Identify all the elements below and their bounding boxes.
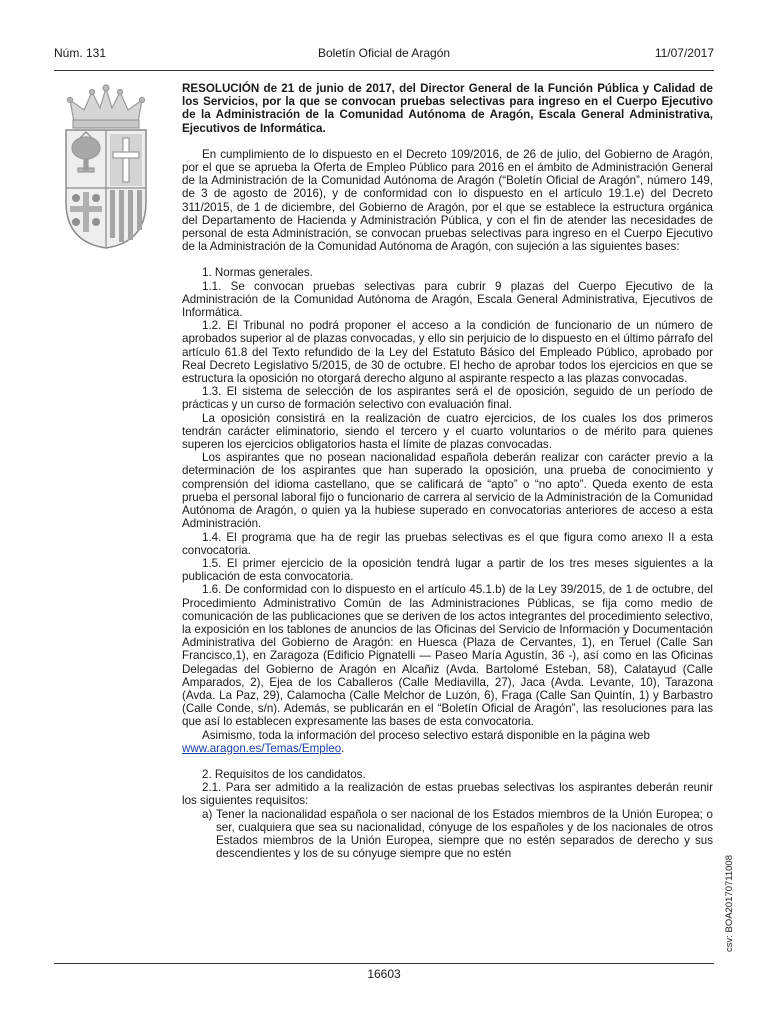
paragraph-1-5: 1.5. El primer ejercicio de la oposición tendrá lugar a partir de los tres meses siguientes a la publicación de esta convocatoria.	[182, 556, 713, 584]
resolution-title: RESOLUCIÓN de 21 de junio de 2017, del Director General de la Función Pública y Calidad de los Servicios, por la que se convocan pruebas selectivas para ingreso en el Cuerpo Ejecutivo de la Administración de la Comunidad Autónoma de Aragón, Escala General Administrativa, Ejecutivos de Informática.	[182, 82, 713, 135]
page-header	[54, 46, 714, 66]
paragraph-1-3-opposition: La oposición consistirá en la realización de cuatro ejercicios, de los cuales los dos primeros tendrán carácter eliminatorio, siendo el tercero y el cuarto voluntarios o de mérito para quienes superen los ejercicios obligatorios hasta el límite de plazas convocadas.	[182, 411, 713, 452]
empleo-link[interactable]: www.aragon.es/Temas/Empleo	[182, 741, 342, 755]
paragraph-1-4: 1.4. El programa que ha de regir las pruebas selectivas es el que figura como anexo II a esta convocatoria.	[182, 530, 713, 557]
aragon-coat-of-arms-icon	[56, 82, 156, 252]
paragraph-2-1: 2.1. Para ser admitido a la realización de estas pruebas selectivas los aspirantes deberán reunir los siguientes requisitos:	[182, 781, 713, 808]
footer-divider	[54, 963, 714, 964]
bulletin-number: Núm. 131	[54, 46, 107, 60]
list-item	[182, 808, 713, 861]
paragraph-1-6-web-info	[182, 729, 713, 755]
web-info-text: Asimismo, toda la información del proceso selectivo estará disponible en la página web	[202, 728, 650, 742]
paragraph-1-3: 1.3. El sistema de selección de los aspirantes será el de oposición, seguido de un período de prácticas y un curso de formación selectivo con evaluación final.	[182, 385, 713, 412]
csv-code: csv: BOA20170711008	[724, 854, 735, 952]
section-1-heading: 1. Normas generales.	[202, 266, 313, 280]
list-marker: a)	[202, 807, 213, 821]
paragraph-1-6: 1.6. De conformidad con lo dispuesto en el artículo 45.1.b) de la Ley 39/2015, de 1 de octubre, del Procedimiento Administrativo Común de las Administraciones Públicas, se fija como medio de comunicación de las publicaciones que se deriven de los actos integrantes del procedimiento selectivo, la exposición en los tablones de anuncios de las Oficinas del Servicio de Información y Documentación Administrativa del Gobierno de Aragón: en Huesca (Plaza de Cervantes, 1), en Teruel (Calle San Francisco,1), en Zaragoza (Edificio Pignatelli — Paseo María Agustín, 36 -), así como en las Oficinas Delegadas del Gobierno de Aragón en Alcañiz (Avda. Bartolomé Esteban, 58), Calatayud (Calle Amparados, 2), Ejea de los Caballeros (Calle Mediavilla, 27), Jaca (Avda. Levante, 10), Tarazona (Avda. La Paz, 29), Calamocha (Calle Melchor de Luzón, 6), Fraga (Calle San Quintín, 1) y Barbastro (Calle Conde, s/n). Además, se publicarán en el “Boletín Oficial de Aragón”, las resoluciones para las que así lo establecen expresamente las bases de esta convocatoria.	[182, 583, 713, 729]
page-number: 16603	[367, 967, 401, 981]
header-divider	[54, 70, 714, 71]
document-body	[182, 82, 713, 860]
publication-date: 11/07/2017	[654, 46, 714, 60]
requirement-a: Tener la nacionalidad española o ser nacional de los Estados miembros de la Unión Europea; o ser, cualquiera que sea su nacionalidad, cónyuge de los españoles y de los nacionales de otros Estados miembros de la Unión Europea, siempre que no estén separados de derecho y sus descendientes y los de su cónyuge siempre que no estén	[216, 807, 713, 861]
section-2-heading: 2. Requisitos de los candidatos.	[202, 767, 366, 781]
paragraph-1-1: 1.1. Se convocan pruebas selectivas para cubrir 9 plazas del Cuerpo Ejecutivo de la Administración de la Comunidad Autónoma de Aragón, Escala General Administrativa, Ejecutivos de Informática.	[182, 279, 713, 320]
paragraph-1-3-language-test: Los aspirantes que no posean nacionalidad española deberán realizar con carácter previo a la determinación de los aspirantes que han superado la oposición, una prueba de conocimiento y comprensión del idioma castellano, que se calificará de “apto” o “no apto”. Queda exento de esta prueba el personal laboral fijo o funcionario de carrera al servicio de la Administración de la Comunidad Autónoma de Aragón, o quien ya la hubiese superado en convocatorias anteriores de acceso a esta Administración.	[182, 451, 713, 531]
paragraph-1-2: 1.2. El Tribunal no podrá proponer el acceso a la condición de funcionario de un número de aprobados superior al de plazas convocadas, y ello sin perjuicio de lo dispuesto en el último párrafo del artículo 61.8 del Texto refundido de la Ley del Estatuto Básico del Empleado Público, aprobado por Real Decreto Legislativo 5/2015, de 30 de octubre. El hecho de aprobar todos los ejercicios en que se estructura la oposición no otorgará derecho alguno al aspirante respecto a las plazas convocadas.	[182, 319, 713, 386]
link-suffix: .	[341, 741, 345, 755]
intro-paragraph: En cumplimiento de lo dispuesto en el Decreto 109/2016, de 26 de julio, del Gobierno de Aragón, por el que se aprueba la Oferta de Empleo Público para 2016 en el ámbito de Administración General de la Administración de la Comunidad Autónoma de Aragón (“Boletín Oficial de Aragón”, número 149, de 3 de agosto de 2016), y de conformidad con lo dispuesto en el artículo 19.1.e) del Decreto 311/2015, de 1 de diciembre, del Gobierno de Aragón, por el que se establece la estructura orgánica del Departamento de Hacienda y Administración Pública, y con el fin de atender las necesidades de personal de esta Administración, se convocan pruebas selectivas para ingreso en el Cuerpo Ejecutivo de la Administración de la Comunidad Autónoma de Aragón, con sujeción a las siguientes bases:	[182, 147, 713, 254]
publication-name: Boletín Oficial de Aragón	[317, 46, 451, 60]
